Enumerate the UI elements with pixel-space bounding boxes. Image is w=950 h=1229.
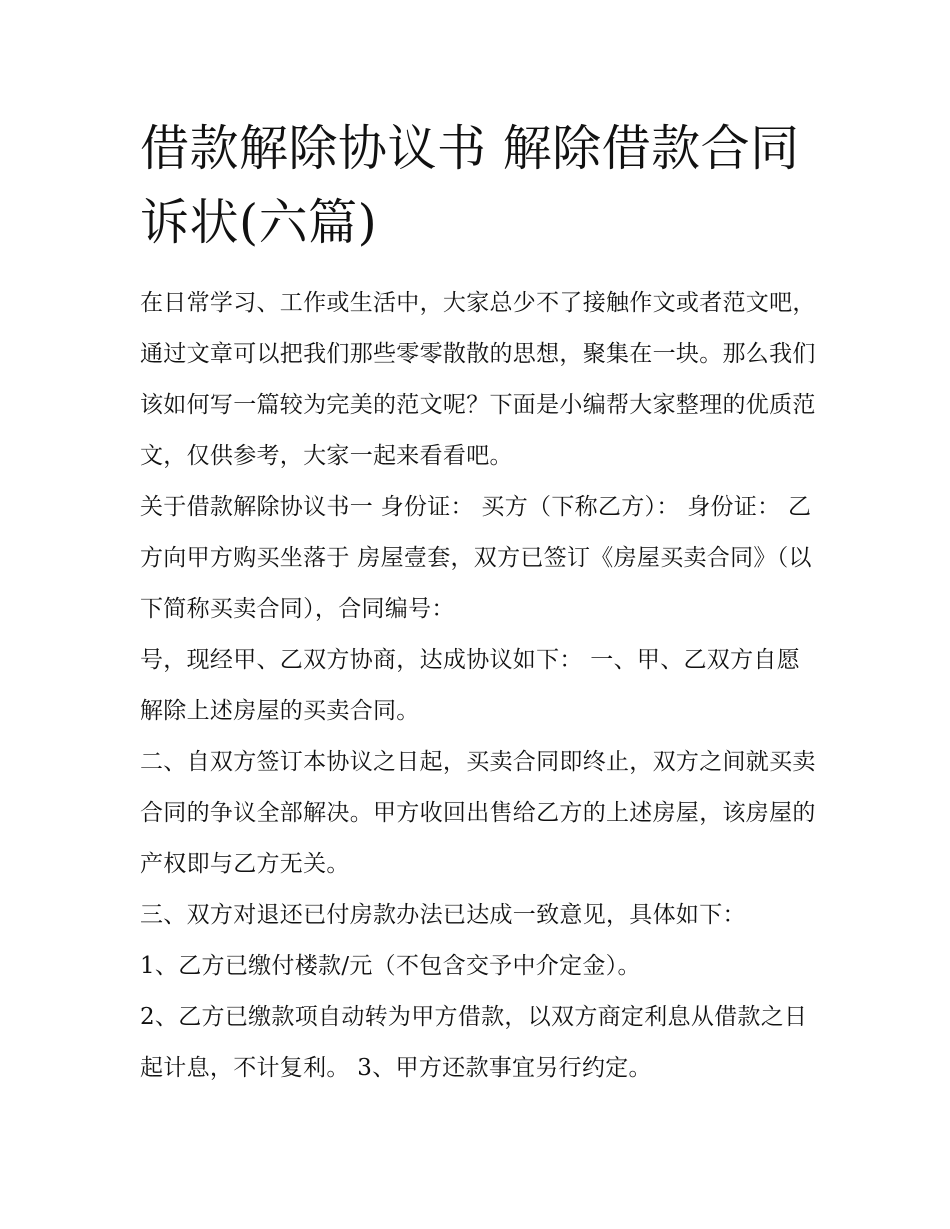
paragraph-clause-3: 三、双方对退还已付房款办法已达成一致意见，具体如下：	[140, 902, 746, 928]
document-page	[140, 112, 820, 1094]
paragraph-clause-1: 号，现经甲、乙双方协商，达成协议如下： 一、甲、乙双方自愿解除上述房屋的买卖合同。	[140, 647, 801, 724]
document-title: 借款解除协议书 解除借款合同诉状(六篇)	[140, 120, 800, 251]
paragraph-clause-2: 二、自双方签订本协议之日起，买卖合同即终止，双方之间就买卖合同的争议全部解决。甲方收回出售给乙方的上述房屋，该房屋的产权即与乙方无关。	[140, 749, 816, 877]
paragraph-item-1: 1、乙方已缴付楼款/元（不包含交予中介定金）。	[140, 953, 641, 979]
paragraph-intro: 在日常学习、工作或生活中，大家总少不了接触作文或者范文吧，通过文章可以把我们那些零零散散的思想，聚集在一块。那么我们该如何写一篇较为完美的范文呢？下面是小编帮大家整理的优质范文，仅供参考，大家一起来看看吧。	[140, 290, 816, 469]
paragraph-item-2-3: 2、乙方已缴款项自动转为甲方借款，以双方商定利息从借款之日起计息，不计复利。 3、甲方还款事宜另行约定。	[140, 1004, 808, 1081]
paragraph-agreement-parties: 关于借款解除协议书一 身份证： 买方（下称乙方）： 身份证： 乙方向甲方购买坐落于 房屋壹套，双方已签订《房屋买卖合同》（以下简称买卖合同），合同编号：	[140, 494, 812, 622]
